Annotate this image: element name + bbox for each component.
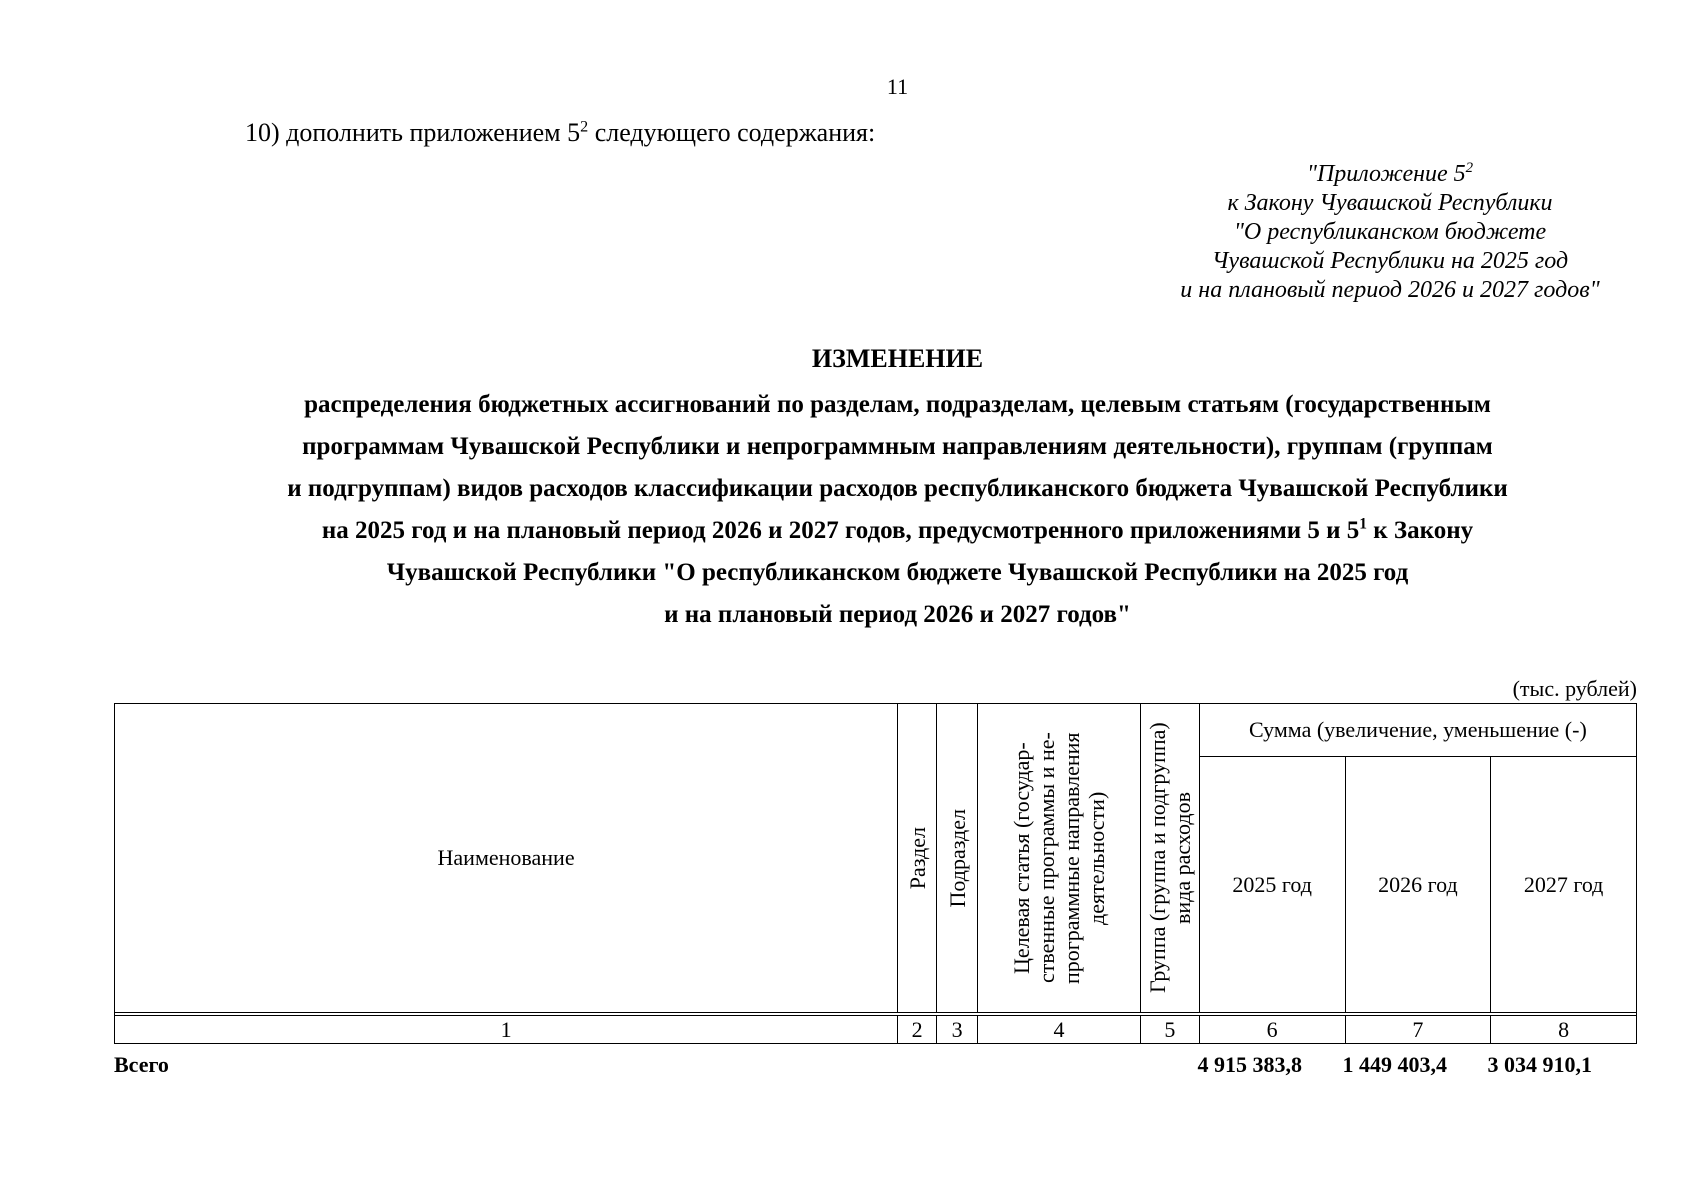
intro-superscript: 2 [580,118,589,136]
appendix-line-1 [1110,160,1670,189]
column-number: 8 [1491,1016,1637,1044]
subtitle-line-3: и подгруппам) видов расходов классификации расходов республиканского бюджета Чувашской Республики [287,475,1508,502]
appendix-caption [1110,160,1670,305]
header-name: Наименование [115,704,898,1013]
appendix-line-4: Чувашской Республики на 2025 год [1211,248,1569,274]
header-group-text: Группа (группа и подгруппа) вида расходов [1144,722,1195,994]
appendix-line-1-text: "Приложение 5 [1306,161,1466,187]
intro-text-after: следующего содержания: [588,118,876,147]
header-razdel-text: Раздел [904,826,930,890]
appendix-line-3: "О республиканском бюджете [1233,219,1547,245]
appendix-line-1-sup: 2 [1465,160,1474,176]
header-sum: Сумма (увеличение, уменьшение (-) [1199,704,1636,757]
header-podrazdel-text: Подраздел [944,808,970,908]
header-target [978,704,1141,1013]
subtitle-line-1: распределения бюджетных ассигнований по разделам, подразделам, целевым статьям (государственным [304,391,1491,418]
intro-text [245,118,875,148]
header-group [1140,704,1199,1013]
document-title: ИЗМЕНЕНИЕ [811,344,984,373]
column-number-row [115,1016,1637,1044]
column-number: 2 [898,1016,937,1044]
column-number: 6 [1199,1016,1345,1044]
subtitle-line-5: Чувашской Республики "О республиканском бюджете Чувашской Республики на 2025 год [386,559,1409,586]
total-row [114,1052,1637,1082]
intro-text-before: 10) дополнить приложением 5 [245,118,581,147]
total-2027: 3 034 910,1 [1487,1052,1592,1077]
page-number: 11 [886,74,909,99]
document-subtitle [150,384,1645,636]
column-number: 3 [937,1016,978,1044]
units-label: (тыс. рублей) [1512,676,1637,701]
total-2026: 1 449 403,4 [1342,1052,1447,1077]
subtitle-line-4-after: к Закону [1367,517,1474,544]
subtitle-line-4-sup: 1 [1359,515,1368,533]
budget-table [114,703,1637,1044]
table-header-row [115,704,1637,757]
header-year-2026: 2026 год [1345,757,1491,1013]
appendix-line-5: и на плановый период 2026 и 2027 годов" [1180,277,1600,303]
header-target-text: Целевая статья (государ-ственные программы и не-программные направления деятельности) [1008,732,1109,984]
subtitle-line-6: и на плановый период 2026 и 2027 годов" [664,601,1131,628]
column-number: 1 [115,1016,898,1044]
total-label: Всего [114,1052,169,1077]
column-number: 5 [1140,1016,1199,1044]
subtitle-line-4-text: на 2025 год и на плановый период 2026 и 2027 годов, предусмотренного приложениями 5 и 5 [321,517,1360,544]
header-podrazdel [937,704,978,1013]
header-year-2025: 2025 год [1199,757,1345,1013]
column-number: 7 [1345,1016,1491,1044]
appendix-line-2: к Закону Чувашской Республики [1227,190,1553,216]
column-number: 4 [978,1016,1141,1044]
header-razdel [898,704,937,1013]
header-year-2027: 2027 год [1491,757,1637,1013]
total-2025: 4 915 383,8 [1197,1052,1302,1077]
subtitle-line-4 [150,510,1645,552]
subtitle-line-2: программам Чувашской Республики и непрограммным направлениям деятельности), группам (группам [302,433,1493,460]
